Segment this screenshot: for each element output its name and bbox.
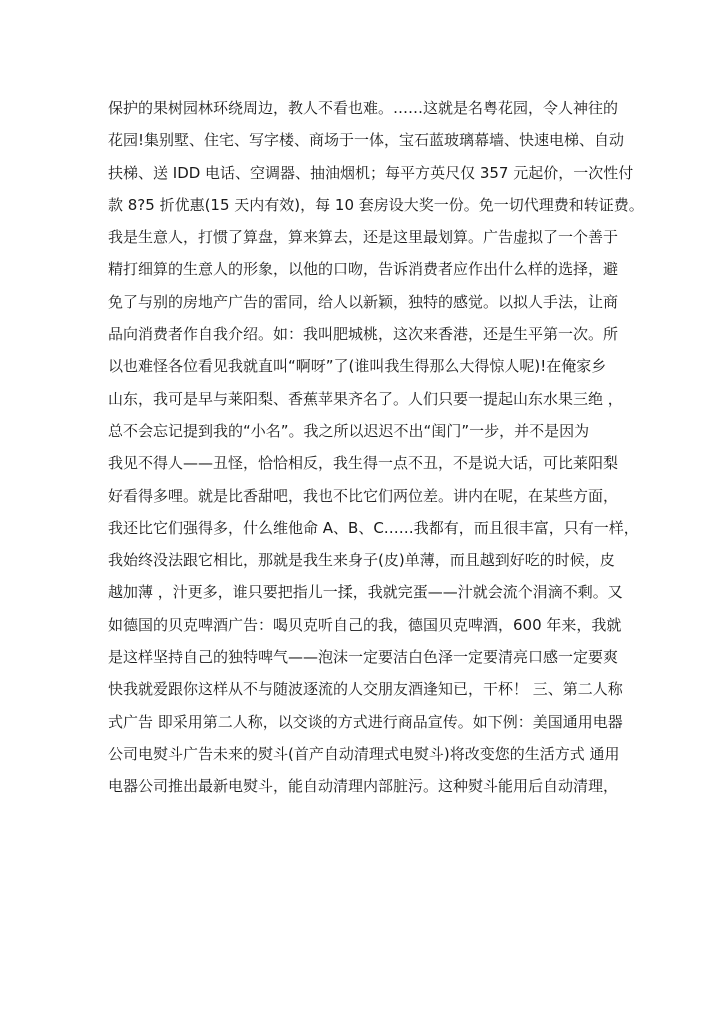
text-line: 我始终没法跟它相比，那就是我生来身子(皮)单薄，而且越到好吃的时候，皮	[108, 551, 615, 570]
text-line: 品向消费者作自我介绍。如：我叫肥城桃，这次来香港，还是生平第一次。所	[108, 325, 619, 344]
text-line: 总不会忘记提到我的“小名”。我之所以迟迟不出“闺门”一步，并不是因为	[108, 421, 590, 440]
text-line: 免了与别的房地产广告的雷同，给人以新颖，独特的感觉。以拟人手法，让商	[108, 292, 619, 311]
text-line: 是这样坚持自己的独特啤气——泡沫一定要洁白色泽一定要清亮口感一定要爽	[108, 648, 619, 667]
text-line: 山东，我可是早与莱阳梨、香蕉苹果齐名了。人们只要一提起山东水果三绝 ，	[108, 389, 623, 408]
text-line: 越加薄 ，汁更多，谁只要把指儿一揉，我就完蛋——汁就会流个涓滴不剩。又	[108, 583, 623, 602]
text-line: 我还比它们强得多，什么维他命 A、B、C……我都有，而且很丰富，只有一样，	[108, 518, 639, 537]
text-line: 我是生意人，打惯了算盘，算来算去，还是这里最划算。广告虚拟了一个善于	[108, 228, 619, 247]
text-line: 电器公司推出最新电熨斗，能自动清理内部脏污。这种熨斗能用后自动清理，	[108, 777, 619, 796]
text-line: 以也难怪各位看见我就直叫“啊呀”了(谁叫我生得那么大得惊人呢)!在俺家乡	[108, 357, 607, 376]
text-line: 扶梯、送 IDD 电话、空调器、抽油烟机；每平方英尺仅 357 元起价，一次性付	[108, 163, 634, 182]
text-line: 花园!集别墅、住宅、写字楼、商场于一体，宝石蓝玻璃幕墙、快速电梯、自动	[108, 131, 625, 150]
text-line: 如德国的贝克啤酒广告：喝贝克听自己的我，德国贝克啤酒，600 年来，我就	[108, 615, 622, 634]
text-line: 公司电熨斗广告未来的熨斗(首产自动清理式电熨斗)将改变您的生活方式 通用	[108, 744, 620, 763]
body-text	[108, 92, 644, 803]
text-line: 快我就爱跟你这样从不与随波逐流的人交朋友酒逢知已，干杯！ 三、第二人称	[108, 680, 623, 699]
text-line: 保护的果树园林环绕周边，教人不看也难。……这就是名粤花园，令人神往的	[108, 99, 619, 117]
text-line: 式广告 即采用第二人称，以交谈的方式进行商品宣传。如下例：美国通用电器	[108, 712, 623, 731]
text-line: 款 8?5 折优惠(15 天内有效)，每 10 套房设大奖一份。免一切代理费和转证费。	[108, 195, 644, 214]
text-line: 好看得多哩。就是比香甜吧，我也不比它们两位差。讲内在呢，在某些方面，	[108, 486, 619, 505]
text-line: 我见不得人——丑怪，恰恰相反，我生得一点不丑，不是说大话，可比莱阳梨	[108, 454, 619, 473]
text-line: 精打细算的生意人的形象，以他的口吻，告诉消费者应作出什么样的选择，避	[108, 260, 619, 279]
